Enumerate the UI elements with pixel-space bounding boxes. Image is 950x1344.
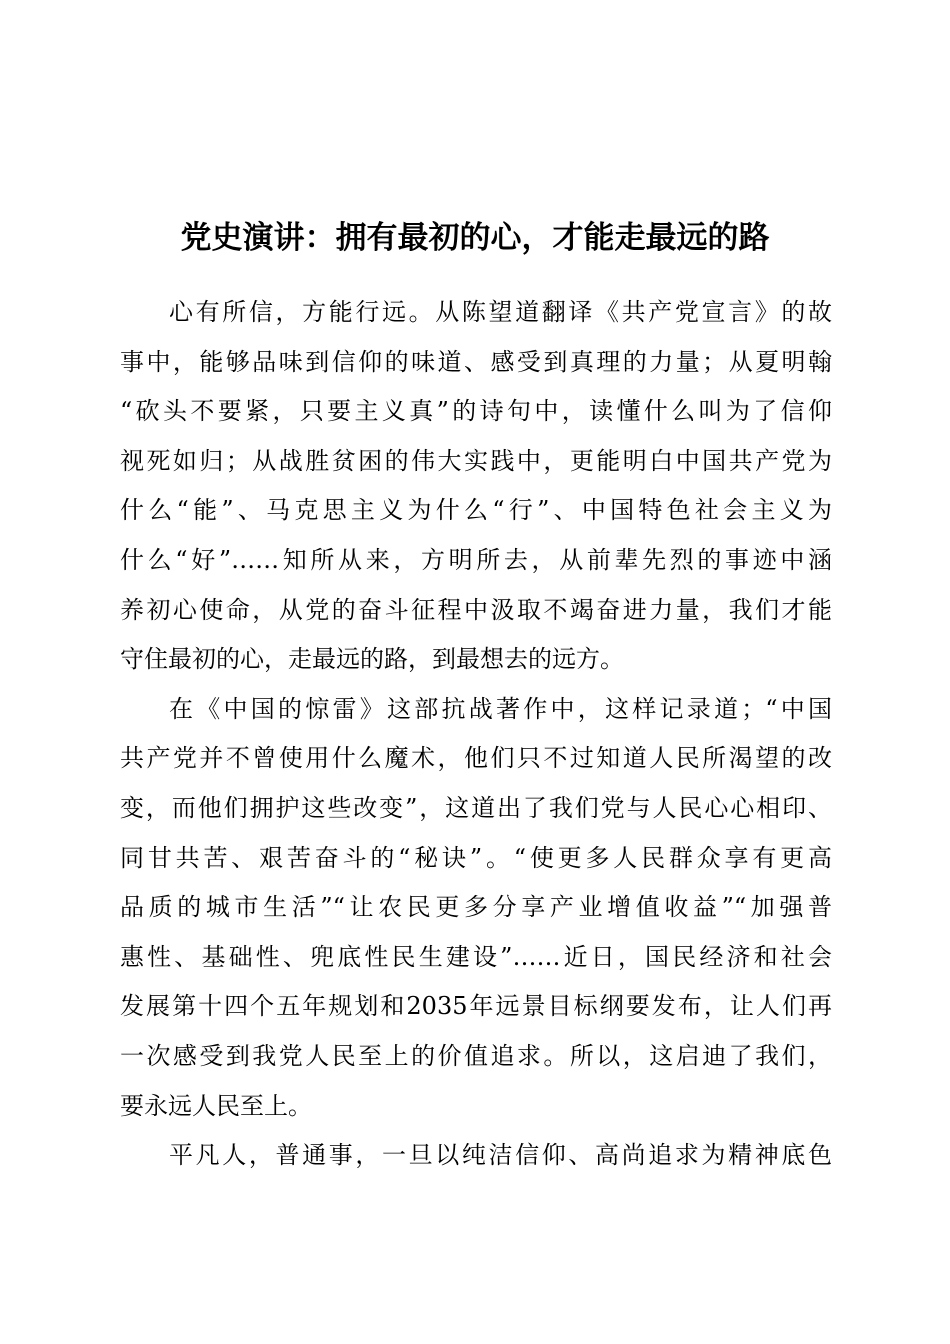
text-line: 养初心使命，从党的奋斗征程中汲取不竭奋进力量，我们才能: [120, 595, 832, 624]
text-line: 变，而他们拥护这些改变”，这道出了我们党与人民心心相印、: [120, 793, 832, 822]
text-line: 品质的城市生活”“让农民更多分享产业增值收益”“加强普: [120, 893, 832, 922]
text-line: 什么“好”……知所从来，方明所去，从前辈先烈的事迹中涵: [120, 545, 832, 574]
text-line: 同甘共苦、艰苦奋斗的“秘诀”。“使更多人民群众享有更高: [120, 843, 832, 872]
text-line: 共产党并不曾使用什么魔术，他们只不过知道人民所渴望的改: [120, 744, 832, 773]
text-line: 在《中国的惊雷》这部抗战著作中，这样记录道；“中国: [169, 694, 832, 723]
text-line: 视死如归；从战胜贫困的伟大实践中，更能明白中国共产党为: [120, 446, 832, 475]
text-line: “砍头不要紧，只要主义真”的诗句中，读懂什么叫为了信仰: [120, 397, 832, 426]
document-title: 党史演讲：拥有最初的心，才能走最远的路: [180, 220, 770, 256]
text-line: 要永远人民至上。: [120, 1091, 312, 1120]
paragraph: [120, 685, 832, 1131]
document-body: [120, 288, 832, 1181]
text-line: 事中，能够品味到信仰的味道、感受到真理的力量；从夏明翰: [120, 347, 832, 376]
text-line: 守住最初的心，走最远的路，到最想去的远方。: [120, 645, 624, 674]
paragraph: [120, 1131, 832, 1181]
text-line: 什么“能”、马克思主义为什么“行”、中国特色社会主义为: [120, 496, 832, 525]
text-line: 发展第十四个五年规划和2035年远景目标纲要发布，让人们再: [120, 992, 832, 1021]
text-line: 心有所信，方能行远。从陈望道翻译《共产党宣言》的故: [169, 298, 832, 326]
text-line: 惠性、基础性、兜底性民生建设”……近日，国民经济和社会: [120, 942, 832, 971]
text-line: 一次感受到我党人民至上的价值追求。所以，这启迪了我们，: [120, 1041, 832, 1070]
paragraph: [120, 288, 832, 685]
text-line: 平凡人，普通事，一旦以纯洁信仰、高尚追求为精神底色: [169, 1141, 832, 1170]
